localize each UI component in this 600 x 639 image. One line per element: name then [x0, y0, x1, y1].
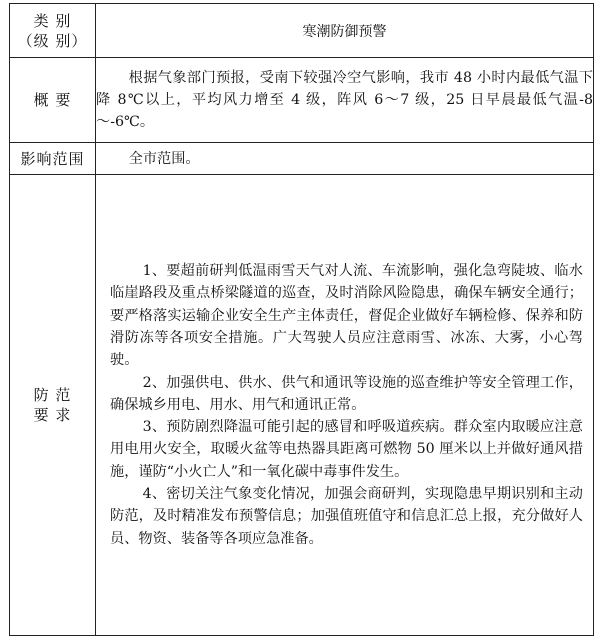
overview-label: 概 要 [10, 58, 96, 143]
requirements-label-line2: 要 求 [33, 406, 72, 424]
type-row [10, 4, 594, 58]
requirement-item: 2、加强供电、供水、供气和通讯等设施的巡查维护等安全管理工作，确保城乡用电、用水、用气和通讯正常。 [110, 374, 583, 413]
overview-cell [96, 58, 594, 143]
requirements-list [96, 260, 593, 550]
type-value: 寒潮防御预警 [96, 4, 594, 58]
requirements-cell [96, 175, 594, 636]
requirements-label-cell [10, 175, 96, 636]
scope-cell [96, 143, 594, 175]
warning-table [9, 3, 594, 636]
type-label-line2: （级 别） [17, 31, 88, 50]
type-label-line1: 类 别 [33, 11, 72, 30]
requirements-label-line1: 防 范 [33, 386, 72, 404]
scope-label: 影响范围 [10, 143, 96, 175]
requirement-item: 4、密切关注气象变化情况，加强会商研判，实现隐患早期识别和主动防范，及时精准发布预警信息；加强值班值守和信息汇总上报，充分做好人员、物资、装备等各项应急准备。 [110, 486, 583, 547]
requirement-item: 3、预防剧烈降温可能引起的感冒和呼吸道疾病。群众室内取暖应注意用电用火安全，取暖火盆等电热器具距离可燃物 50 厘米以上并做好通风措施，谨防“小火亡人”和一氧化碳中毒事件发生。 [110, 419, 583, 480]
overview-text: 根据气象部门预报，受南下较强冷空气影响，我市 48 小时内最低气温下降 8℃以上，平均风力增至 4 级，阵风 6～7 级，25 日早晨最低气温-8～-6℃。 [96, 70, 593, 130]
scope-text: 全市范围。 [128, 150, 200, 167]
scope-row [10, 143, 594, 175]
requirements-row [10, 175, 594, 636]
type-label-cell [10, 4, 96, 58]
requirement-item: 1、要超前研判低温雨雪天气对人流、车流影响，强化急弯陡坡、临水临崖路段及重点桥梁隧道的巡查，及时消除风险隐患，确保车辆安全通行；要严格落实运输企业安全生产主体责任，督促企业做好车辆检修、保养和防滑防冻等各项安全措施。广大驾驶人员应注意雨雪、冰冻、大雾，小心驾驶。 [110, 263, 583, 369]
overview-row [10, 58, 594, 143]
